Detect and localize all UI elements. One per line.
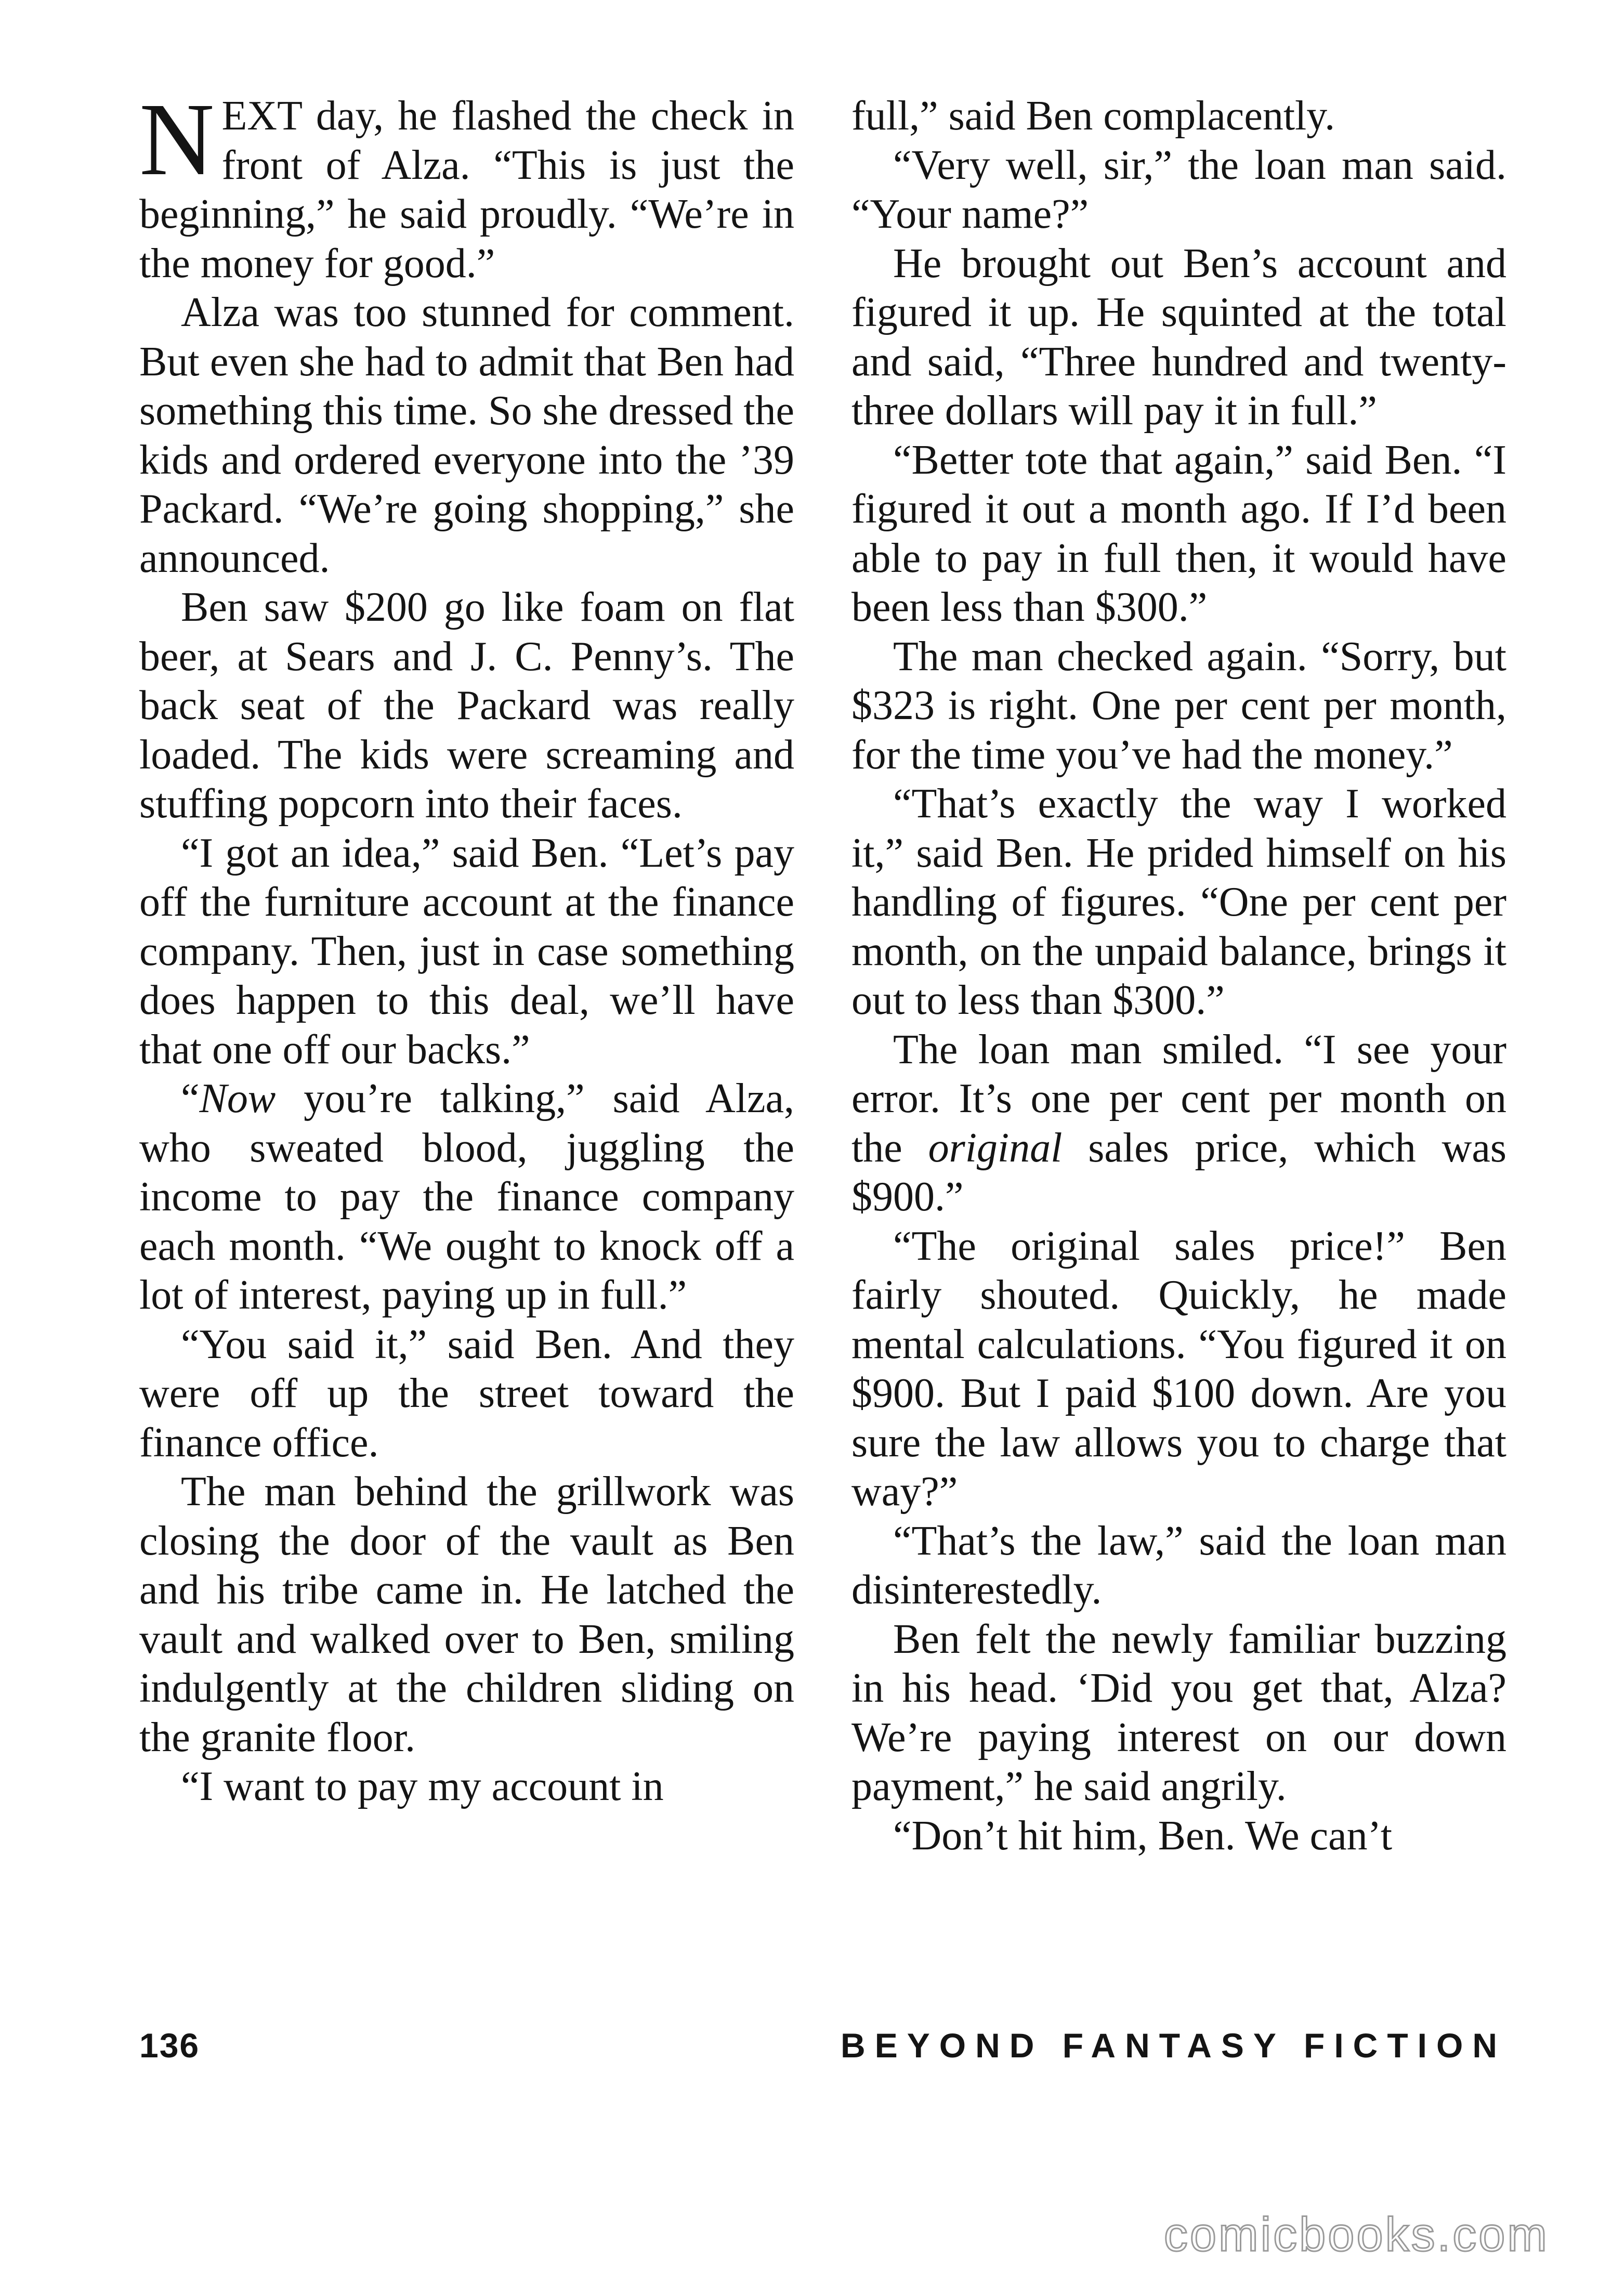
paragraph: Ben saw $200 go like foam on flat beer, at Sears and J. C. Penny’s. The back seat of the Packard was really loaded. The kids were screaming and stuffing popcorn into their faces. xyxy=(139,584,794,827)
paragraph-text: The loan man smiled. “I see your error. It’s one per cent per month on the xyxy=(851,1026,1506,1171)
paragraph: He brought out Ben’s account and figured it up. He squinted at the total and said, “Three hundred and twenty-three dollars will pay it in full.” xyxy=(851,240,1506,434)
paragraph: Alza was too stunned for comment. But even she had to admit that Ben had something this time. So she dressed the kids and ordered everyone into the ’39 Packard. “We’re going shopping,” she announced. xyxy=(139,290,794,581)
paragraph xyxy=(851,1025,1506,1222)
right-text-column xyxy=(851,92,1506,1860)
paragraph-text: you’re talking,” said Alza, who sweated blood, juggling the income to pay the finance company each month. “We ought to knock off a lot of interest, paying up in full.” xyxy=(139,1076,794,1318)
page-footer xyxy=(139,2026,1506,2078)
opening-paragraph-text: day, he flashed the check in front of Alza. “This is just the beginning,” he said proudly. “We’re in the money for good.” xyxy=(139,93,794,286)
emphasized-word: Now xyxy=(199,1076,276,1121)
drop-cap: N xyxy=(139,82,215,197)
left-text-column xyxy=(139,82,794,1811)
continued-paragraph: full,” said Ben complacently. xyxy=(851,93,1335,139)
paragraph: “That’s the law,” said the loan man disinterestedly. xyxy=(851,1518,1506,1613)
paragraph: “Now you’re talking,” said Alza, who sweated blood, juggling the income to pay the finance company each month. “We ought to knock off a lot of interest, paying up in full.” xyxy=(139,1076,794,1318)
paragraph: “I want to pay my account in xyxy=(181,1764,664,1809)
paragraph: “Better tote that again,” said Ben. “I figured it out a month ago. If I’d been able to pay in full then, it would have been less than $300.” xyxy=(851,437,1506,630)
paragraph: “Don’t hit him, Ben. We can’t xyxy=(893,1812,1393,1859)
paragraph: Ben felt the newly familiar buzzing in his head. ‘Did you get that, Alza? We’re paying interest on our down payment,” he said angrily. xyxy=(851,1616,1506,1809)
paragraph: “That’s exactly the way I worked it,” said Ben. He prided himself on his handling of figures. “One per cent per month, on the unpaid balance, brings it out to less than $300.” xyxy=(851,781,1506,1023)
running-head: BEYOND FANTASY FICTION xyxy=(841,2026,1506,2065)
paragraph-text: sales price, which was $900.” xyxy=(851,1125,1506,1220)
paragraph: “I got an idea,” said Ben. “Let’s pay off the furniture account at the finance company. Then, just in case something does happen to this deal, we’ll have that one off our backs.” xyxy=(139,830,794,1073)
page-number: 136 xyxy=(139,2026,200,2065)
paragraph: The man behind the grillwork was closing the door of the vault as Ben and his tribe came in. He latched the vault and walked over to Ben, smiling indulgently at the children sliding on the granite floor. xyxy=(139,1469,794,1760)
paragraph: “The original sales price!” Ben fairly shouted. Quickly, he made mental calculations. “You figured it on $900. But I paid $100 down. Are you sure the law allows you to charge that way?” xyxy=(851,1223,1506,1515)
opening-paragraph xyxy=(139,82,794,288)
watermark: comicbooks.com xyxy=(1163,2208,1549,2261)
paragraph: “You said it,” said Ben. And they were off up the street toward the finance office. xyxy=(139,1321,794,1466)
lead-in-caps: EXT xyxy=(221,93,302,139)
paragraph: The man checked again. “Sorry, but $323 is right. One per cent per month, for the time you’ve had the money.” xyxy=(851,633,1506,778)
emphasized-word: original xyxy=(928,1125,1063,1171)
paragraph: “Very well, sir,” the loan man said. “Your name?” xyxy=(851,142,1506,237)
